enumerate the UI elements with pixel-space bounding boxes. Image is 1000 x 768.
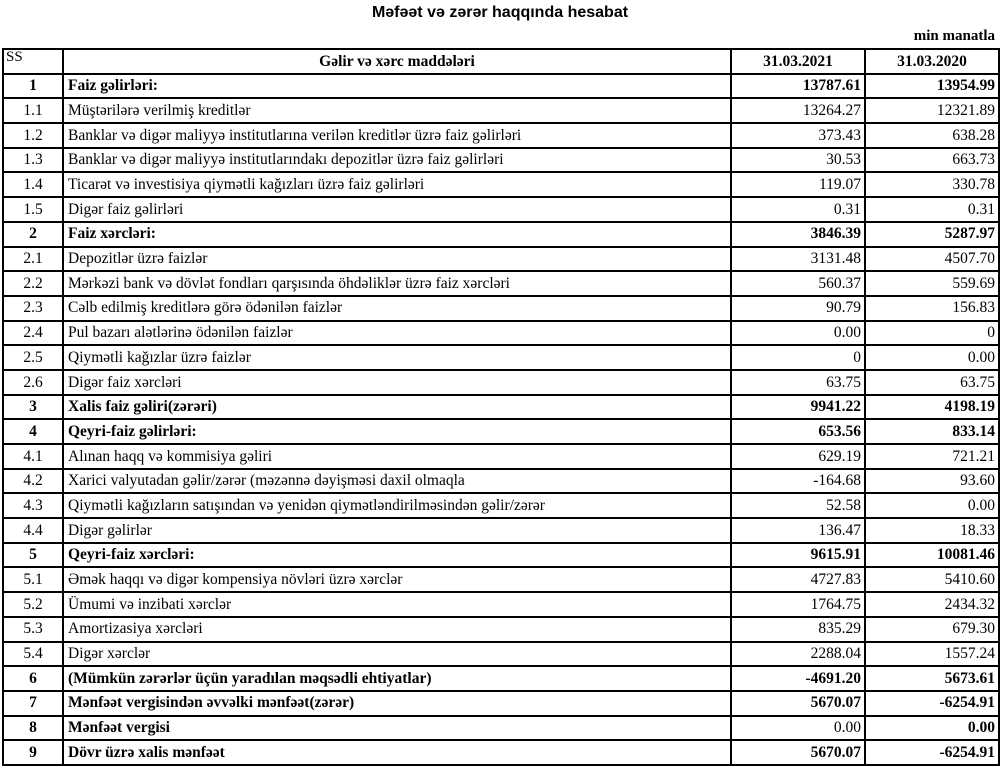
value-2020-cell: 93.60 xyxy=(865,469,999,494)
item-label-cell: Xalis faiz gəliri(zərəri) xyxy=(63,395,731,420)
value-2020-cell: 13954.99 xyxy=(865,74,999,99)
item-label-cell: Faiz gəlirləri: xyxy=(63,74,731,99)
table-row xyxy=(3,395,999,420)
row-number-cell: 5.3 xyxy=(3,617,63,642)
item-label-cell: Banklar və digər maliyyə institutlarındakı depozitlər üzrə faiz gəlirləri xyxy=(63,148,731,173)
value-2021-cell: 629.19 xyxy=(731,444,865,469)
row-number-cell: 4.1 xyxy=(3,444,63,469)
value-2021-cell: 63.75 xyxy=(731,370,865,395)
value-2020-cell: 0.00 xyxy=(865,345,999,370)
table-row xyxy=(3,469,999,494)
row-number-cell: 2.2 xyxy=(3,271,63,296)
value-2021-cell: 0.00 xyxy=(731,716,865,741)
table-row xyxy=(3,691,999,716)
row-number-cell: 1.5 xyxy=(3,197,63,222)
table-body xyxy=(3,74,999,765)
row-number-cell: 1.3 xyxy=(3,148,63,173)
profit-loss-table xyxy=(2,48,1000,766)
item-label-cell: Cəlb edilmiş kreditlərə görə ödənilən faizlər xyxy=(63,296,731,321)
row-number-cell: 2.6 xyxy=(3,370,63,395)
value-2020-cell: 18.33 xyxy=(865,518,999,543)
value-2021-cell: 5670.07 xyxy=(731,691,865,716)
item-label-cell: Mərkəzi bank və dövlət fondları qarşısında öhdəliklər üzrə faiz xərcləri xyxy=(63,271,731,296)
value-2020-cell: 679.30 xyxy=(865,617,999,642)
value-2021-cell: 1764.75 xyxy=(731,592,865,617)
table-row xyxy=(3,642,999,667)
row-number-cell: 7 xyxy=(3,691,63,716)
item-label-cell: Faiz xərcləri: xyxy=(63,222,731,247)
column-header-ss: SS xyxy=(3,49,63,74)
value-2020-cell: 63.75 xyxy=(865,370,999,395)
table-row xyxy=(3,617,999,642)
value-2021-cell: 90.79 xyxy=(731,296,865,321)
value-2020-cell: 638.28 xyxy=(865,123,999,148)
item-label-cell: Müştərilərə verilmiş kreditlər xyxy=(63,98,731,123)
value-2020-cell: 5410.60 xyxy=(865,567,999,592)
table-row xyxy=(3,543,999,568)
value-2020-cell: 833.14 xyxy=(865,419,999,444)
value-2021-cell: 3131.48 xyxy=(731,247,865,272)
value-2020-cell: 10081.46 xyxy=(865,543,999,568)
value-2020-cell: 721.21 xyxy=(865,444,999,469)
value-2020-cell: 0.00 xyxy=(865,493,999,518)
row-number-cell: 1.4 xyxy=(3,172,63,197)
row-number-cell: 8 xyxy=(3,716,63,741)
value-2021-cell: 653.56 xyxy=(731,419,865,444)
value-2021-cell: 0 xyxy=(731,345,865,370)
table-row xyxy=(3,740,999,765)
row-number-cell: 4.2 xyxy=(3,469,63,494)
unit-note: min manatla xyxy=(913,28,995,44)
value-2021-cell: 835.29 xyxy=(731,617,865,642)
value-2020-cell: 559.69 xyxy=(865,271,999,296)
table-header-row xyxy=(3,49,999,74)
item-label-cell: Depozitlər üzrə faizlər xyxy=(63,247,731,272)
item-label-cell: Mənfəət vergisi xyxy=(63,716,731,741)
value-2021-cell: 136.47 xyxy=(731,518,865,543)
item-label-cell: Amortizasiya xərcləri xyxy=(63,617,731,642)
value-2020-cell: 0.31 xyxy=(865,197,999,222)
value-2021-cell: 0.00 xyxy=(731,321,865,346)
item-label-cell: Qiymətli kağızların satışından və yenidən qiymətləndirilməsindən gəlir/zərər xyxy=(63,493,731,518)
value-2021-cell: 119.07 xyxy=(731,172,865,197)
table-row xyxy=(3,419,999,444)
row-number-cell: 1 xyxy=(3,74,63,99)
item-label-cell: Pul bazarı alətlərinə ödənilən faizlər xyxy=(63,321,731,346)
value-2020-cell: 0.00 xyxy=(865,716,999,741)
column-header-date-2020: 31.03.2020 xyxy=(865,49,999,74)
value-2021-cell: 373.43 xyxy=(731,123,865,148)
table-row xyxy=(3,197,999,222)
item-label-cell: Ticarət və investisiya qiymətli kağızları üzrə faiz gəlirləri xyxy=(63,172,731,197)
row-number-cell: 4 xyxy=(3,419,63,444)
row-number-cell: 5.4 xyxy=(3,642,63,667)
table-row xyxy=(3,345,999,370)
table-row xyxy=(3,592,999,617)
table-row xyxy=(3,123,999,148)
item-label-cell: Digər xərclər xyxy=(63,642,731,667)
table-row xyxy=(3,567,999,592)
item-label-cell: Dövr üzrə xalis mənfəət xyxy=(63,740,731,765)
row-number-cell: 5 xyxy=(3,543,63,568)
row-number-cell: 5.1 xyxy=(3,567,63,592)
row-number-cell: 2.1 xyxy=(3,247,63,272)
row-number-cell: 4.4 xyxy=(3,518,63,543)
table-row xyxy=(3,98,999,123)
row-number-cell: 5.2 xyxy=(3,592,63,617)
value-2020-cell: 5287.97 xyxy=(865,222,999,247)
item-label-cell: Qeyri-faiz gəlirləri: xyxy=(63,419,731,444)
table-row xyxy=(3,148,999,173)
value-2020-cell: 12321.89 xyxy=(865,98,999,123)
item-label-cell: Əmək haqqı və digər kompensiya növləri üzrə xərclər xyxy=(63,567,731,592)
item-label-cell: Banklar və digər maliyyə institutlarına verilən kreditlər üzrə faiz gəlirləri xyxy=(63,123,731,148)
table-row xyxy=(3,493,999,518)
value-2021-cell: 5670.07 xyxy=(731,740,865,765)
item-label-cell: Qeyri-faiz xərcləri: xyxy=(63,543,731,568)
value-2020-cell: 663.73 xyxy=(865,148,999,173)
page-title: Məfəət və zərər haqqında hesabat xyxy=(371,4,629,21)
value-2021-cell: 4727.83 xyxy=(731,567,865,592)
item-label-cell: Digər faiz gəlirləri xyxy=(63,197,731,222)
row-number-cell: 2.3 xyxy=(3,296,63,321)
table-row xyxy=(3,271,999,296)
value-2020-cell: -6254.91 xyxy=(865,691,999,716)
row-number-cell: 1.1 xyxy=(3,98,63,123)
value-2021-cell: 13264.27 xyxy=(731,98,865,123)
value-2021-cell: 13787.61 xyxy=(731,74,865,99)
item-label-cell: Digər gəlirlər xyxy=(63,518,731,543)
item-label-cell: Ümumi və inzibati xərclər xyxy=(63,592,731,617)
row-number-cell: 1.2 xyxy=(3,123,63,148)
item-label-cell: Xarici valyutadan gəlir/zərər (məzənnə dəyişməsi daxil olmaqla xyxy=(63,469,731,494)
value-2020-cell: 2434.32 xyxy=(865,592,999,617)
table-row xyxy=(3,321,999,346)
value-2021-cell: -164.68 xyxy=(731,469,865,494)
value-2021-cell: 52.58 xyxy=(731,493,865,518)
value-2020-cell: -6254.91 xyxy=(865,740,999,765)
row-number-cell: 9 xyxy=(3,740,63,765)
table-row xyxy=(3,716,999,741)
row-number-cell: 6 xyxy=(3,666,63,691)
value-2021-cell: 30.53 xyxy=(731,148,865,173)
row-number-cell: 3 xyxy=(3,395,63,420)
value-2020-cell: 156.83 xyxy=(865,296,999,321)
row-number-cell: 4.3 xyxy=(3,493,63,518)
row-number-cell: 2.4 xyxy=(3,321,63,346)
item-label-cell: Alınan haqq və kommisiya gəliri xyxy=(63,444,731,469)
table-row xyxy=(3,247,999,272)
value-2020-cell: 0 xyxy=(865,321,999,346)
table-row xyxy=(3,370,999,395)
value-2020-cell: 5673.61 xyxy=(865,666,999,691)
item-label-cell: (Mümkün zərərlər üçün yaradılan məqsədli ehtiyatlar) xyxy=(63,666,731,691)
value-2021-cell: 560.37 xyxy=(731,271,865,296)
table-row xyxy=(3,444,999,469)
column-header-date-2021: 31.03.2021 xyxy=(731,49,865,74)
row-number-cell: 2 xyxy=(3,222,63,247)
table-row xyxy=(3,518,999,543)
column-header-items: Gəlir və xərc maddələri xyxy=(63,49,731,74)
table-row xyxy=(3,74,999,99)
value-2020-cell: 1557.24 xyxy=(865,642,999,667)
value-2021-cell: 3846.39 xyxy=(731,222,865,247)
value-2021-cell: 0.31 xyxy=(731,197,865,222)
item-label-cell: Digər faiz xərcləri xyxy=(63,370,731,395)
value-2020-cell: 4507.70 xyxy=(865,247,999,272)
value-2021-cell: 9941.22 xyxy=(731,395,865,420)
value-2020-cell: 4198.19 xyxy=(865,395,999,420)
table-row xyxy=(3,296,999,321)
row-number-cell: 2.5 xyxy=(3,345,63,370)
value-2021-cell: -4691.20 xyxy=(731,666,865,691)
table-row xyxy=(3,172,999,197)
item-label-cell: Mənfəət vergisindən əvvəlki mənfəət(zərər) xyxy=(63,691,731,716)
table-row xyxy=(3,666,999,691)
table-row xyxy=(3,222,999,247)
value-2021-cell: 9615.91 xyxy=(731,543,865,568)
value-2021-cell: 2288.04 xyxy=(731,642,865,667)
value-2020-cell: 330.78 xyxy=(865,172,999,197)
item-label-cell: Qiymətli kağızlar üzrə faizlər xyxy=(63,345,731,370)
